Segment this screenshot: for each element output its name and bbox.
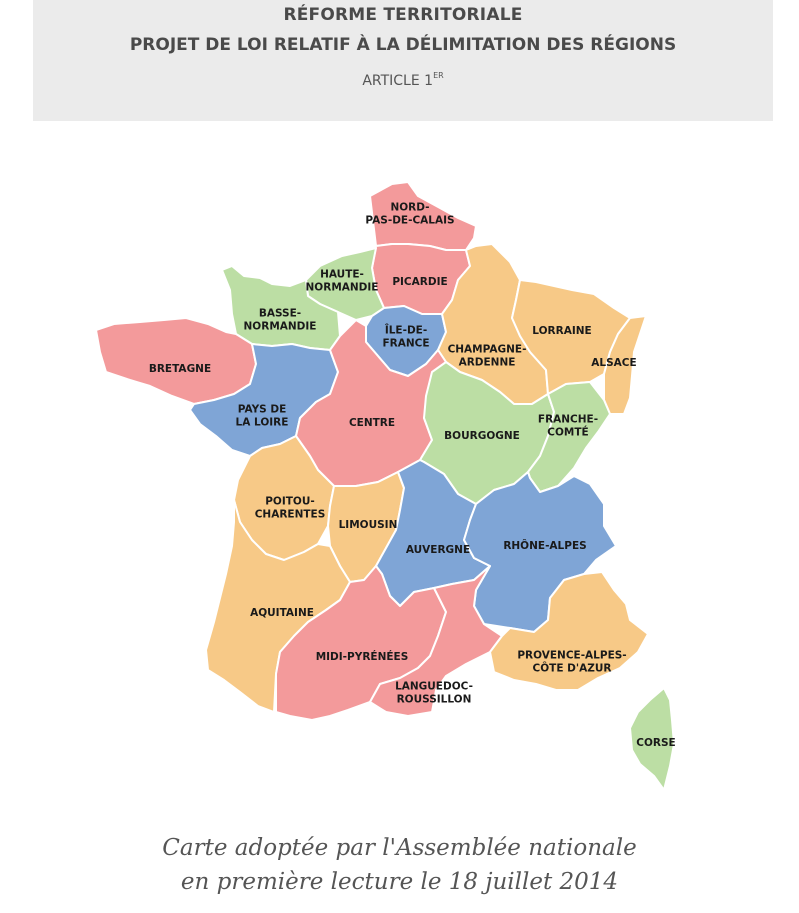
regions-layer: [96, 182, 674, 790]
map-caption-line1: Carte adoptée par l'Assemblée nationale: [162, 835, 637, 861]
region-bretagne: [96, 318, 256, 404]
region-label-provence-alpes-cote-dazur: PROVENCE-ALPES-CÔTE D'AZUR: [517, 649, 627, 675]
region-label-pays-de-la-loire: PAYS DE LA LOIRE: [235, 403, 289, 429]
region-label-auvergne: AUVERGNE: [405, 544, 471, 556]
region-label-bretagne: BRETAGNE: [148, 363, 212, 375]
region-label-corse: CORSE: [636, 737, 676, 749]
region-label-haute-normandie: HAUTE-NORMANDIE: [305, 268, 379, 294]
header-subtitle: PROJET DE LOI RELATIF À LA DÉLIMITATION DES RÉGIONS: [129, 35, 677, 55]
france-regions-map: [0, 121, 799, 801]
region-label-franche-comte: FRANCHE-COMTÉ: [537, 413, 599, 439]
region-label-champagne-ardenne: CHAMPAGNE-ARDENNE: [447, 343, 527, 369]
region-label-basse-normandie: BASSE-NORMANDIE: [243, 307, 317, 333]
region-label-aquitaine: AQUITAINE: [250, 607, 314, 619]
region-label-picardie: PICARDIE: [392, 276, 448, 288]
region-label-limousin: LIMOUSIN: [338, 519, 398, 531]
region-label-bourgogne: BOURGOGNE: [444, 430, 520, 442]
region-label-languedoc-roussillon: LANGUEDOC-ROUSSILLON: [395, 680, 473, 706]
header-title: RÉFORME TERRITORIALE: [283, 5, 523, 25]
region-label-poitou-charentes: POITOU-CHARENTES: [254, 495, 326, 521]
region-label-ile-de-france: ÎLE-DE-FRANCE: [382, 324, 430, 350]
article-label: ARTICLE 1: [362, 73, 434, 89]
header-article: [33, 67, 773, 90]
region-label-nord-pas-de-calais: NORD-PAS-DE-CALAIS: [365, 201, 455, 227]
region-label-rhone-alpes: RHÔNE-ALPES: [503, 540, 587, 552]
region-label-midi-pyrenees: MIDI-PYRÉNÉES: [315, 651, 409, 663]
map-caption-line2: en première lecture le 18 juillet 2014: [180, 869, 619, 895]
region-label-centre: CENTRE: [348, 417, 396, 429]
header-banner: [33, 0, 773, 121]
article-superscript: ER: [433, 71, 444, 80]
region-label-alsace: ALSACE: [591, 357, 637, 369]
region-label-lorraine: LORRAINE: [532, 325, 592, 337]
